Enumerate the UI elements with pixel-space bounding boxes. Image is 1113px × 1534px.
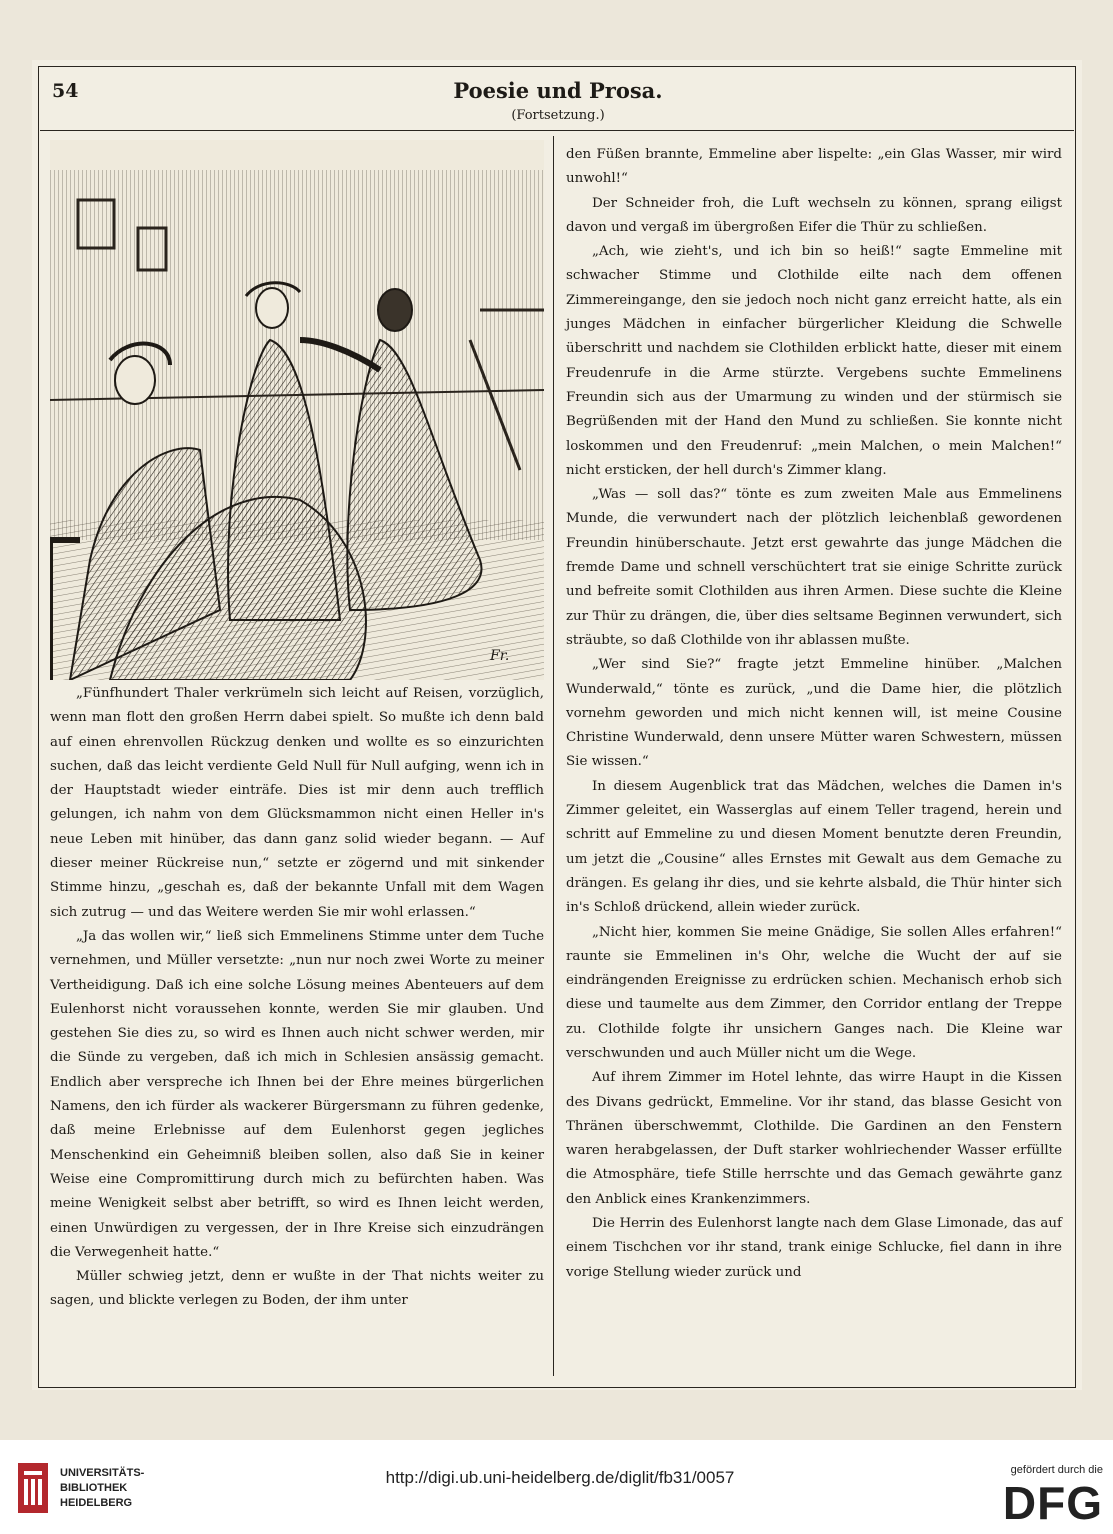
page-number: 54 xyxy=(52,80,79,102)
right-continuation: den Füßen brannte, Emmeline aber lispelte: „ein Glas Wasser, mir wird unwohl!“ xyxy=(566,147,1062,187)
dfg-logo[interactable]: DFG xyxy=(1002,1477,1103,1529)
right-paragraph: „Wer sind Sie?“ fragte jetzt Emmeline hinüber. „Malchen Wunderwald,“ tönte es zurück, „und die Dame hier, die plötzlich vornehm geworden und mich nicht kennen will, ist meine Cousine Christine Wunderwald, denn unsere Mütter waren Schwestern, müssen Sie wissen.“ xyxy=(566,657,1062,770)
left-paragraph: Müller schwieg jetzt, denn er wußte in der That nichts weiter zu sagen, und blickte verlegen zu Boden, der ihm unter xyxy=(50,1269,544,1309)
library-line: HEIDELBERG xyxy=(60,1497,133,1509)
permalink-url[interactable]: http://digi.ub.uni-heidelberg.de/diglit/fb31/0057 xyxy=(385,1468,735,1487)
column-divider xyxy=(553,136,554,1376)
engraving-icon xyxy=(50,140,544,680)
right-paragraph: „Nicht hier, kommen Sie meine Gnädige, Sie sollen Alles erfahren!“ raunte sie Emmelinen in's Ohr, welche die Wucht der auf sie eindrängenden Ereignisse zu erdrücken schien. Mechanisch erhob sich diese und taumelte aus dem Zimmer, den Corridor entlang der Treppe zu. Clothilde folgte ihr unsichern Ganges nach. Die Kleine war verschwunden und auch Müller nicht um die Wege. xyxy=(566,924,1062,1061)
left-paragraph: „Ja das wollen wir,“ ließ sich Emmelinens Stimme unter dem Tuche vernehmen, und Müller versetzte: „nun nur noch zwei Worte zu meiner Vertheidigung. Daß ich eine solche Lösung meines Abenteuers auf dem Eulenhorst nicht voraussehen konnte, werden Sie mir glauben. Und gestehen Sie dies zu, so wird es Ihnen auch nicht schwer werden, mir die Sünde zu vergeben, daß ich mich in Schlesien ansässig gemacht. Endlich aber verspreche ich Ihnen bei der Ehre meines bürgerlichen Namens, den ich fürder als wackerer Bürgersmann zu führen gedenke, daß meine Erlebnisse auf dem Eulenhorst gegen jegliches Menschenkind ein Geheimniß bleiben sollen, also daß Sie in keiner Weise eine Compromittirung durch mich zu befürchten haben. Was meine Wenigkeit selbst aber betrifft, so wird es Ihnen leicht werden, einen Unwürdigen zu vergessen, der in Ihre Kreise sich einzudrängen die Verwegenheit hatte.“ xyxy=(50,928,544,1260)
right-paragraph: „Ach, wie zieht's, und ich bin so heiß!“ sagte Emmeline mit schwacher Stimme und Clothilde eilte nach dem offenen Zimmereingange, den sie jedoch noch nicht ganz erreicht hatte, als ein junges Mädchen in einfacher bürgerlicher Kleidung die Schwelle überschritt und nachdem sie Clothilden erblickt hatte, dieser mit einem Freudenrufe in die Arme stürzte. Vergebens suchte Emmelinens Freundin sich aus der Umarmung zu winden und der stürmisch sie Begrüßenden mit der Hand den Mund zu schließen. Sie konnte nicht loskommen und den Freudenruf: „mein Malchen, o mein Malchen!“ nicht ersticken, der hell durch's Zimmer klang. xyxy=(566,244,1062,478)
right-paragraph: In diesem Augenblick trat das Mädchen, welches die Damen in's Zimmer geleitet, ein Wasserglas auf einem Teller tragend, herein und schritt auf Emmeline zu und diesen Moment benutzte deren Freundin, um jetzt die „Cousine“ alles Ernstes mit Gewalt aus dem Gemache zu drängen. Es gelang ihr dies, und sie kehrte alsbald, die Thür hinter sich in's Schloß drückend, allein wieder zurück. xyxy=(566,778,1062,916)
right-paragraph: „Was — soll das?“ tönte es zum zweiten Male aus Emmelinens Munde, die verwundert nach der plötzlich leichenblaß gewordenen Freundin hinüberschaute. Jetzt erst gewahrte das junge Mädchen die fremde Dame und schnell verschüchtert trat sie einige Schritte zurück und befreite somit Clothilden aus ihren Armen. Diese suchte die Kleine zur Thür zu drängen, die, über dies seltsame Beginnen verwundert, sich sträubte, so daß Clothilde von ihr ablassen mußte. xyxy=(566,487,1062,648)
university-library-logo-icon[interactable] xyxy=(18,1463,48,1513)
library-line: BIBLIOTHEK xyxy=(60,1482,128,1494)
library-line: UNIVERSITÄTS- xyxy=(60,1467,145,1479)
left-column xyxy=(50,682,544,1314)
page-subtitle: (Fortsetzung.) xyxy=(511,108,605,123)
right-column xyxy=(566,143,1062,1285)
right-paragraph: Auf ihrem Zimmer im Hotel lehnte, das wirre Haupt in die Kissen des Divans gedrückt, Emmeline. Vor ihr stand, das blasse Gesicht von Thränen überschwemmt, Clothilde. Die Gardinen an den Fenstern waren herabgelassen, der Duft starker wohlriechender Wasser erfüllte die Atmosphäre, tiefe Stille herrschte und das Gemach gewährte ganz den Anblick eines Krankenzimmers. xyxy=(566,1070,1062,1207)
right-paragraph: Der Schneider froh, die Luft wechseln zu können, sprang eiligst davon und vergaß im übergroßen Eifer die Thür zu schließen. xyxy=(566,195,1062,235)
left-paragraph: „Fünfhundert Thaler verkrümeln sich leicht auf Reisen, vorzüglich, wenn man flott den großen Herrn dabei spielt. So mußte ich denn bald auf einen ehrenvollen Rückzug denken und wollte es so einzurichten suchen, daß das leicht verdiente Geld Null für Null aufging, wenn ich in der Hauptstadt wieder einträfe. Dies ist mir denn auch trefflich gelungen, ich nahm von dem Glücksmammon nicht einen Heller in's neue Leben mit hinüber, das dann ganz solid wieder begann. — Auf dieser meiner Rückreise nun,“ setzte er zögernd und mit sinkender Stimme hinzu, „geschah es, daß der bekannte Unfall mit dem Wagen sich zutrug — und das Weitere werden Sie mir wohl erlassen.“ xyxy=(50,686,544,920)
illustration-signature: Fr. xyxy=(490,648,510,664)
header-rule xyxy=(40,130,1074,131)
right-paragraph: Die Herrin des Eulenhorst langte nach dem Glase Limonade, das auf einem Tischchen vor ihr stand, trank einige Schlucke, fiel dann in ihre vorige Stellung wieder zurück und xyxy=(566,1216,1062,1280)
page-title: Poesie und Prosa. xyxy=(453,78,663,103)
university-library-name[interactable] xyxy=(60,1466,200,1511)
engraving-illustration xyxy=(50,140,544,680)
funding-caption: gefördert durch die xyxy=(1010,1464,1103,1476)
